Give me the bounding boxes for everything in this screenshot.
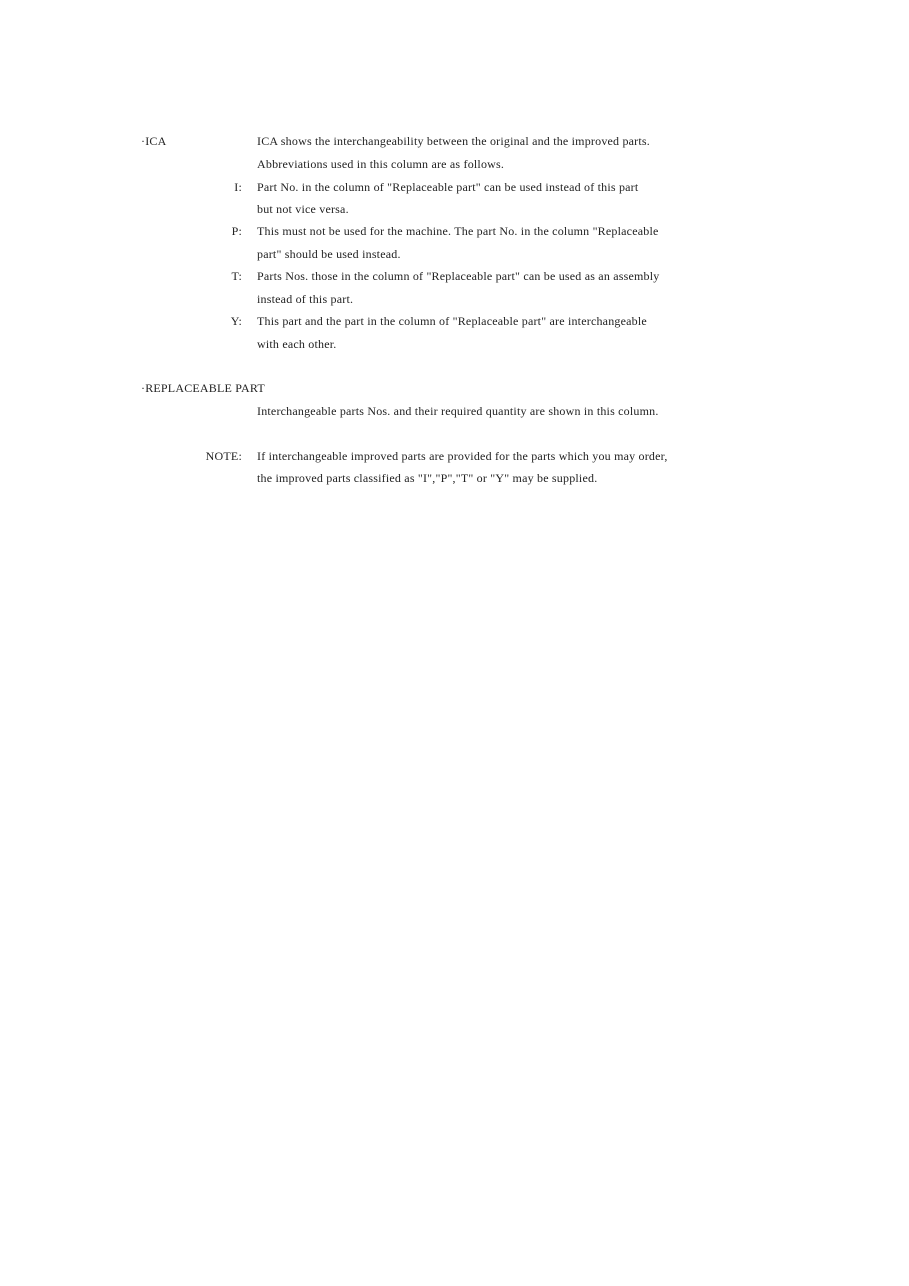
ica-code-i-label: I: — [234, 180, 242, 194]
ica-intro-line-2: Abbreviations used in this column are as follows. — [257, 157, 505, 171]
ica-code-i-line-2: but not vice versa. — [257, 202, 349, 216]
note-line-1: If interchangeable improved parts are provided for the parts which you may order, — [257, 449, 668, 463]
ica-code-y-line-1: This part and the part in the column of "Replaceable part" are interchangeable — [257, 314, 647, 328]
note-line-2: the improved parts classified as "I","P","T" or "Y" may be supplied. — [257, 471, 598, 485]
ica-code-t-line-2: instead of this part. — [257, 292, 354, 306]
note-label: NOTE: — [205, 449, 242, 463]
ica-code-p-line-2: part" should be used instead. — [257, 247, 401, 261]
ica-heading: ·ICA — [141, 134, 167, 148]
ica-code-y-label: Y: — [230, 314, 242, 328]
ica-code-y-line-2: with each other. — [257, 337, 337, 351]
replaceable-part-heading: ·REPLACEABLE PART — [141, 381, 265, 395]
ica-code-t-label: T: — [231, 269, 242, 283]
ica-code-p-line-1: This must not be used for the machine. The part No. in the column "Replaceable — [257, 224, 659, 238]
ica-code-p-label: P: — [231, 224, 242, 238]
ica-intro-line-1: ICA shows the interchangeability between the original and the improved parts. — [257, 134, 650, 148]
ica-code-t-line-1: Parts Nos. those in the column of "Replaceable part" can be used as an assembly — [257, 269, 660, 283]
replaceable-part-text: Interchangeable parts Nos. and their required quantity are shown in this column. — [257, 404, 659, 418]
ica-code-i-line-1: Part No. in the column of "Replaceable part" can be used instead of this part — [257, 180, 639, 194]
